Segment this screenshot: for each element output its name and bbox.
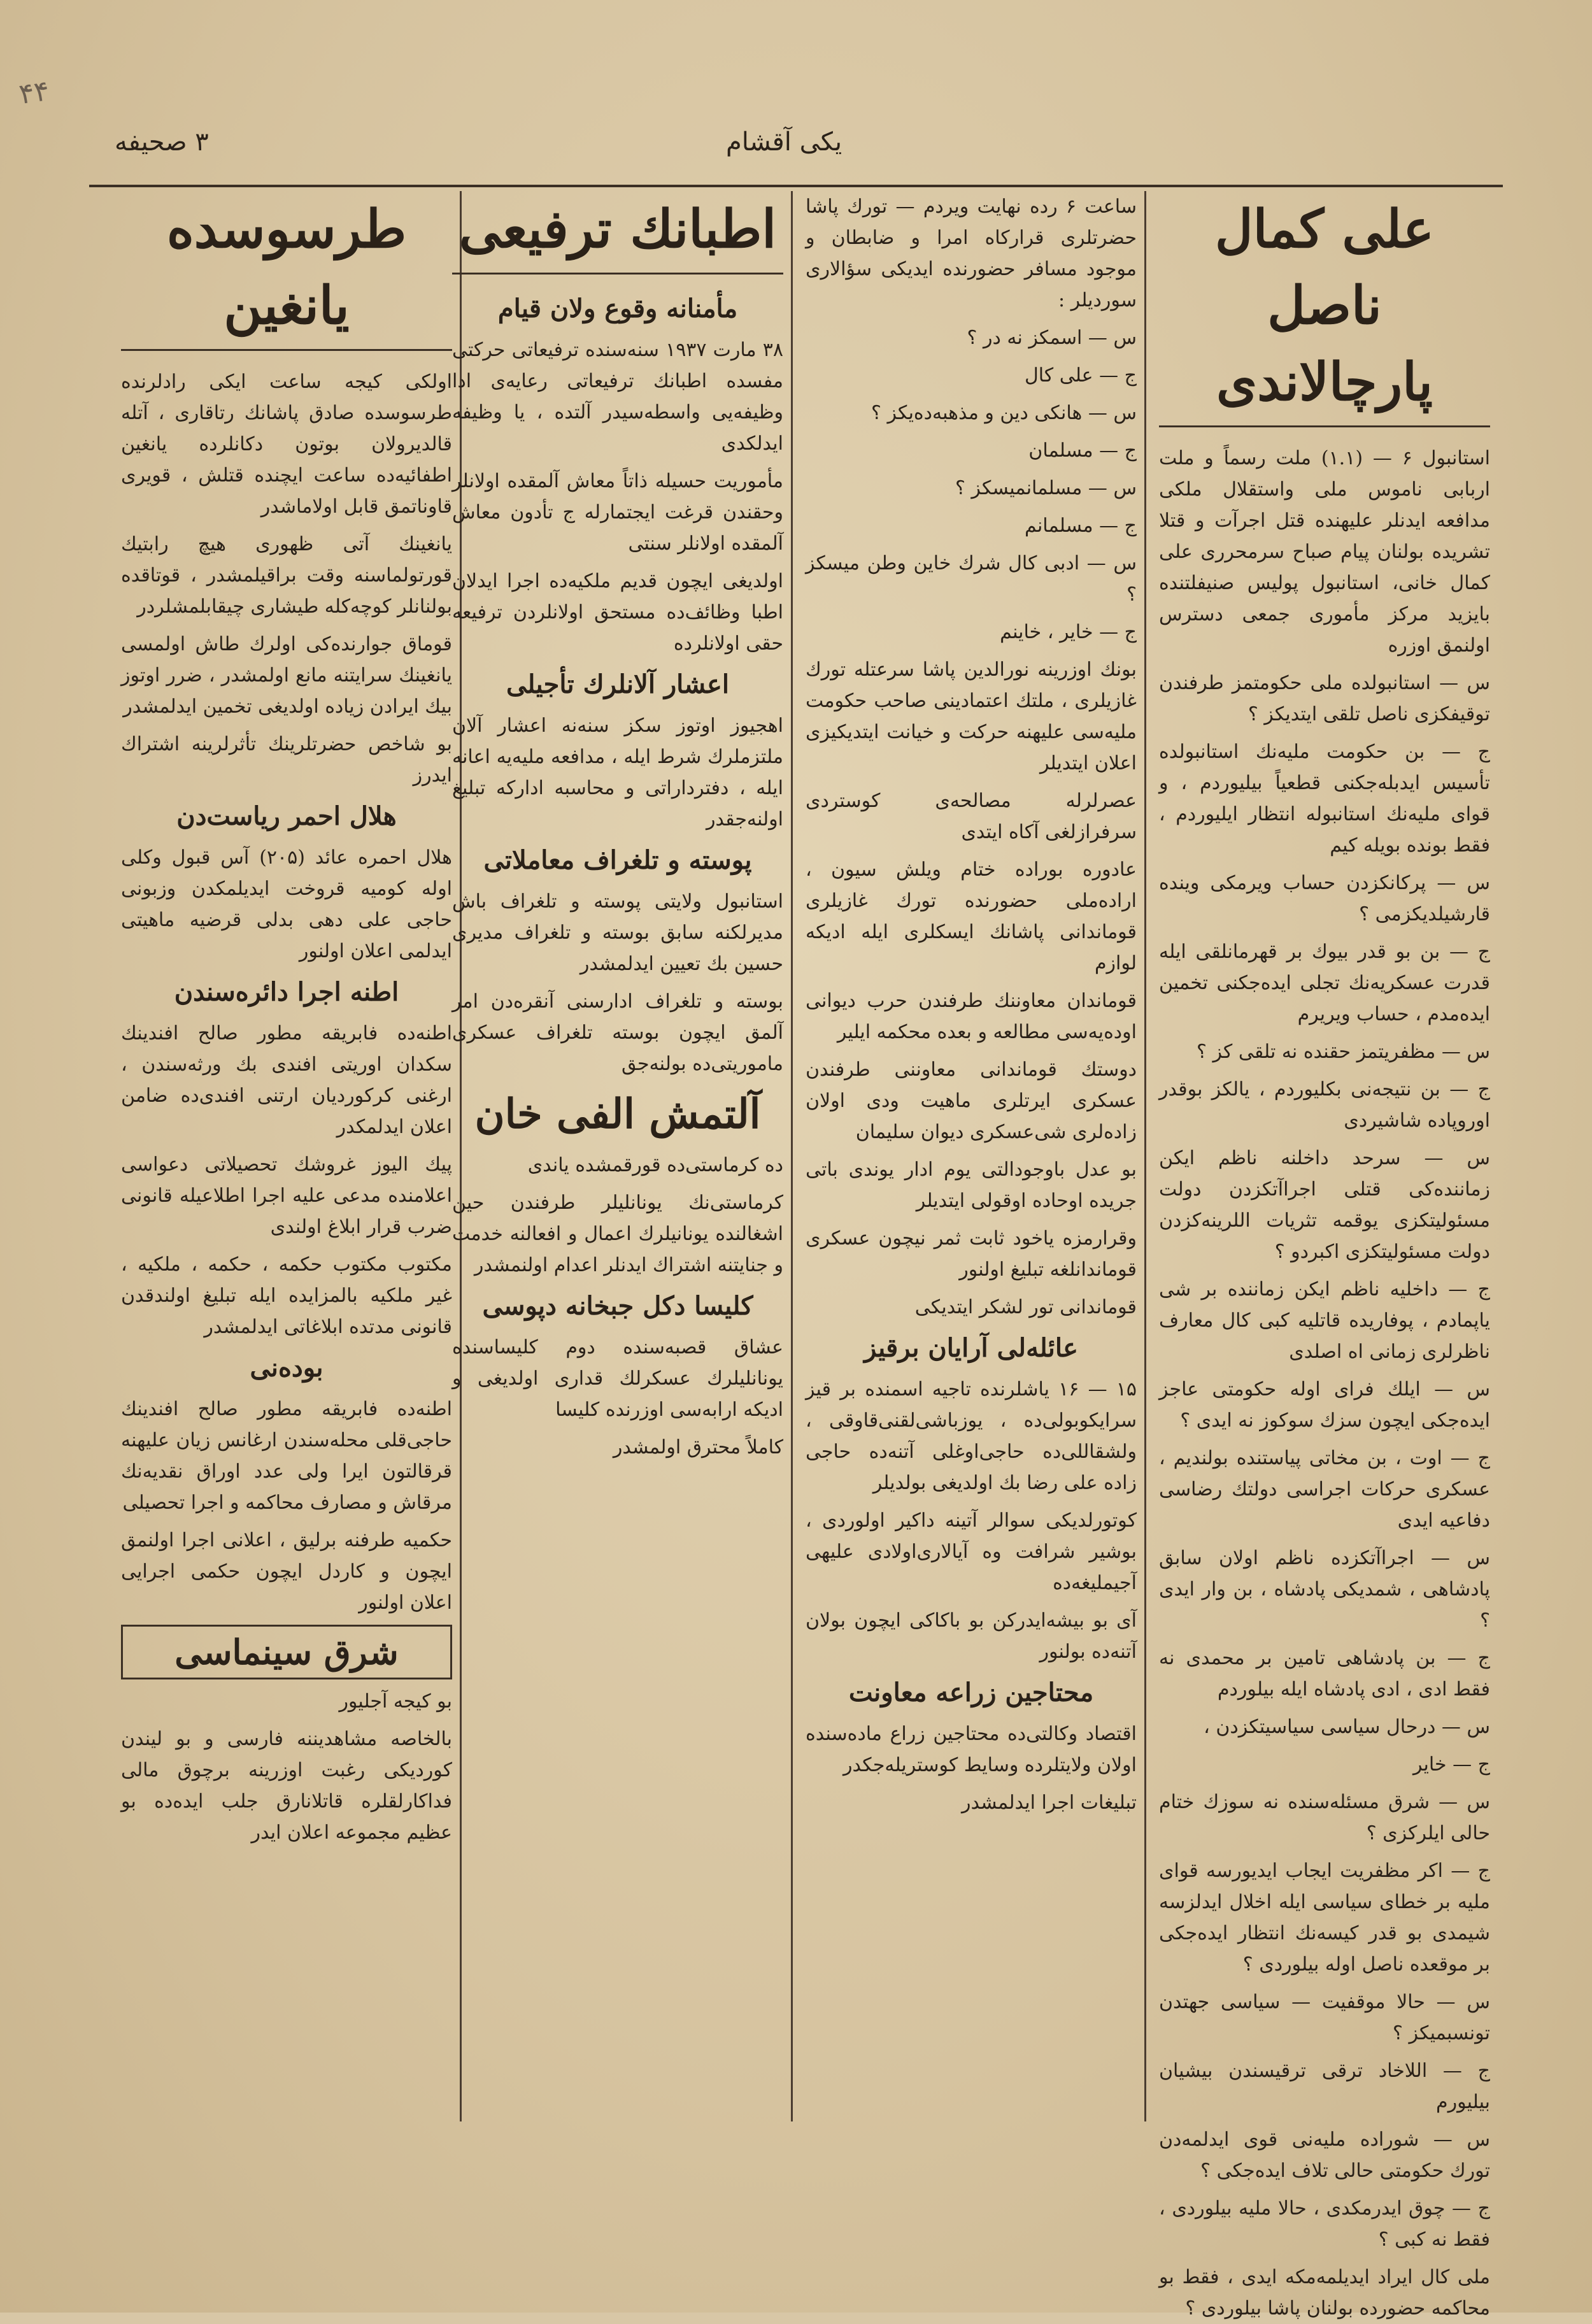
paragraph: ج — اوت ، بن مخاتی پیاستنده بولندیم ، عسکری حرکات اجراسی دولتك رضاسی دفاعیه ایدی	[1159, 1447, 1490, 1532]
section-headline: شرق سینماسی	[121, 1625, 452, 1679]
paragraph: کوتورلدیکی سوالر آتینه داکیر اولوردی ، بوشیر شرافت وه آیالاری‌اولادی علیهی آجیملیغه‌ده	[806, 1509, 1137, 1594]
paragraph: بو کیجه آجلیور	[339, 1690, 452, 1713]
paragraph: استانبول ولایتی پوسته و تلغراف باش مدیرلکنه سابق بوسته و تلغراف مدیری حسین بك تعیین ایدلمشدر	[452, 890, 783, 975]
section-subheading: عائله‌لی آرایان برقیز	[864, 1333, 1078, 1363]
paragraph: ج — اکر مظفریت ایجاب ایدیورسه قوای ملیه بر خطای سیاسی ایله اخلال ایدلزسه شیمدی بو قدر کیسه‌نك انتظار ایده‌جکی بر موقعده ناصل اوله بیلوردی ؟	[1159, 1860, 1490, 1976]
paragraph: س — اجراآتکزده ناظم اولان سابق پادشاهی ، شمدیکی پادشاه ، بن وار ایدی ؟	[1159, 1547, 1490, 1632]
paragraph: کاملاً محترق اولمشدر	[613, 1436, 783, 1458]
section-headline: آلتمش الفی خان	[474, 1090, 761, 1138]
article-body	[452, 290, 783, 1463]
paragraph: ۳۸ مارت ۱۹۳۷ سنه‌سنده ترفیعاتی حرکتی مفسده اطبانك ترفیعاتی رعایه‌ی ادا وظیفه‌یی واسطه‌سیدر آلتده ، یا وظیفه ایدلکدی	[452, 339, 783, 455]
paragraph: س — مسلمانمیسکز ؟	[955, 477, 1137, 499]
paragraph: ج — اللاخاد ترقی ترقیسندن بیشیان بیلیورم	[1159, 2060, 1490, 2113]
columns	[115, 191, 1503, 2320]
paragraph: بالخاصه مشاهدیننه فارسی و بو لیندن کوردیکی رغبت اوزرینه برچوق مالی فداکارلقلره قاتلانارق جلب ایده‌ده بو عظیم مجموعه اعلان ایدر	[121, 1728, 452, 1844]
paragraph: س — درحال سیاسی سیاسیتکزدن ،	[1204, 1716, 1490, 1738]
column-4	[121, 191, 452, 2121]
paragraph: تبلیغات اجرا ایدلمشدر	[962, 1792, 1137, 1814]
column-2	[806, 191, 1137, 2121]
page-number: ۳ صحیفه	[115, 127, 209, 157]
article-title: علی کمال ناصل پارچالاندی	[1159, 191, 1490, 427]
paragraph: اولکی کیجه ساعت ایکی رادلرنده طرسوسده صادق پاشانك رتاقاری ، آتله قالدیرولان بوتون دکانلرده یانغین اطفائیه‌ده ساعت ایچنده قتلش ، قویری قاوناتمق قابل اولاماشدر	[121, 371, 452, 518]
paragraph: ج — داخلیه ناظم ایکن زماننده بر شی یاپمادم ، پوفاریده قاتلیه کبی کال معارف ناظرلری زمانی اه اصلدی	[1159, 1278, 1490, 1363]
paragraph: بونك اوزرینه نورالدین پاشا سرعتله تورك غازیلری ، ملتك اعتمادینی صاحب حکومت ملیه‌سی علیهنه حرکت و خیانت ایتدیکیزی اعلان ایتدیلر	[806, 659, 1137, 774]
paragraph: س — سرحد داخلنه ناظم ایکن زماننده‌کی قتلی اجراآتکزدن دولت مسئولیتکزی یوقمه تثریات اللرینه‌کزدن دولت مسئولیتکزی اکبردو ؟	[1159, 1147, 1490, 1263]
paragraph: ده کرماستی‌ده قورقمشده یاندی	[527, 1154, 783, 1176]
paragraph: مکتوب مکتوب حکمه ، حکمه ، ملکیه ، غیر ملکیه بالمزایده ایله تبلیغ اولندقدن قانونی مدتده ابلاغاتی ایدلمشدر	[121, 1253, 452, 1338]
paragraph: قوماق جوارنده‌کی اولرك طاش اولمسی یانغینك سرایتنه مانع اولمشدر ، ضرر اوتوز بیك ایرادن زیاده اولدیغی تخمین ایدلمشدر	[121, 633, 452, 718]
paragraph: س — حالا موقفیت — سیاسی جهتدن تونسبمیکز ؟	[1159, 1991, 1490, 2044]
paragraph: ج — علی کال	[1024, 364, 1137, 387]
column-divider	[791, 191, 793, 2121]
paragraph: کرماستی‌نك یونانلیلر طرفندن حین اشغالنده یونانیلرك اعمال و افعالنه خدمت و جنایتنه اشتراك ایدنلر اعدام اولنمشدر	[452, 1192, 783, 1276]
paragraph: ساعت ۶ رده نهایت ویردم — تورك پاشا حضرتلری قرارکاه امرا و ضابطان و موجود مسافر حضورنده ایدیکی سؤالاری سوردیلر :	[806, 196, 1137, 311]
paragraph: قوماندان معاوننك طرفندن حرب دیوانی اوده‌یه‌سی مطالعه و بعده محکمه ایلیر	[806, 990, 1137, 1043]
paragraph: آی بو بیشه‌ایدرکن بو باکاکی ایچون بولان آتنه‌ده بولنور	[806, 1609, 1137, 1663]
article-body	[806, 191, 1137, 1818]
paragraph: پیك الیوز غروشك تحصیلاتی دعواسی اعلامنده مدعی علیه اجرا اطلاعیله قانونی ضرب قرار ابلاغ اولندی	[121, 1153, 452, 1238]
paragraph: ملی کال ایراد ایدیلمه‌مکه ایدی ، فقط بو محاکمه حضورده بولنان پاشا بیلوردی ؟	[1159, 2266, 1490, 2320]
paragraph: س — ایلك فرای اوله حکومتی عاجز ایده‌جکی ایچون سزك سوکوز نه ایدی ؟	[1159, 1378, 1490, 1432]
section-subheading: بوده‌نی	[250, 1353, 323, 1383]
paragraph: س — پرکانکزدن حساب ویرمکی وینده قارشیلدیکزمی ؟	[1159, 872, 1490, 925]
margin-pencil-mark: ۴۴	[17, 74, 52, 111]
paragraph: بو شاخص حضرتلرینك تأثرلرینه اشتراك ایدرز	[121, 733, 452, 787]
paragraph: ۱۵ — ۱۶ یاشلرنده تاجیه اسمنده بر قیز سرایکوبولی‌ده ، یوزباشی‌لقنی‌قاوقی ، ولشقاللی‌ده حاجی‌اوغلی آتنه‌ده حاجی زاده علی رضا بك اولدیغی بولدیلر	[806, 1378, 1137, 1494]
paragraph: عصرلرله مصالحه‌ی کوستردی سرفرازلغی آکاه ایتدی	[806, 790, 1137, 843]
paragraph: حکمیه طرفنه برلیق ، اعلانی اجرا اولنمق ایچون و کاردل ایچون حکمی اجرایی اعلان اولنور	[121, 1529, 452, 1614]
column-divider	[1144, 191, 1146, 2121]
paragraph: ج — خایر	[1412, 1753, 1490, 1776]
paragraph: قوماندانی تور لشکر ایتدیکی	[914, 1296, 1137, 1318]
paragraph: ج — بن حکومت ملیه‌نك استانبولده تأسیس ایدبله‌جکنی قطعیاً بیلیوردم ، و قوای ملیه‌نك استانبوله انتظار ایلیوردم ، فقط بونده بویله کیم	[1159, 741, 1490, 857]
paragraph: اطنه‌ده فابریقه مطور صالح افندینك سکدان اوریتی افندی بك ورثه‌سندن ، ارغنی کرکوردیان ارتنی افندی‌ده ضامن اعلان ایدلمکدر	[121, 1022, 452, 1138]
paragraph: بو عدل باوجودالتی یوم ادار یوندی باتی جریده اوحاده اوقولی ایتدیلر	[806, 1158, 1137, 1212]
column-3	[452, 191, 783, 2121]
paragraph: اهجیوز اوتوز سکز سنه‌نه اعشار آلان ملتزملرك شرط ایله ، مدافعه ملیه‌یه اعانه ایله ، دفترداراتی و محاسبه ادارکه تبلیغ اولنه‌جقدر	[452, 715, 783, 831]
paragraph: س — شوراده ملیه‌نی قوی ایدلمه‌دن تورك حکومتی حالی تلاف ایده‌جکی ؟	[1159, 2128, 1490, 2182]
paragraph: هلال احمره عائد (۲۰۵) آس قبول وکلی اوله کومیه قروخت ایدیلمکدن وزبونی حاجی علی دهی بدلی قرضیه ماهیتی ایدلمی اعلان اولنور	[121, 846, 452, 962]
article-body	[1159, 443, 1490, 2324]
paragraph: ج — چوق ایدرمکدی ، حالا ملیه بیلوردی ، فقط نه کبی ؟	[1159, 2197, 1490, 2251]
section-subheading: کلیسا دکل جبخانه دپوسی	[482, 1291, 753, 1321]
paragraph: ج — بن بو قدر بیوك بر قهرمانلقی ایله قدرت عسکریه‌نك تجلی ایده‌جکنی تخمین ایده‌مدم ، حساب ویریرم	[1159, 941, 1490, 1025]
paragraph: بوسته و تلغراف ادارسنی آنقره‌دن امر آلمق ایچون بوسته تلغراف عسکری ماموریتی‌ده بولنه‌جق	[452, 990, 783, 1075]
section-subheading: محتاجین زراعه معاونت	[848, 1678, 1094, 1707]
paragraph: استانبول ۶ — (۱.۱) ملت رسماً و ملت اربابی ناموس ملی واستقلال ملکی مدافعه ایدنلر علیهنده قتل اجرآت و قتلا تشریده بولنان پیام صباح سرمحرری علی کمال خانی، استانبول پولیس صنیفلتنده بایزید مرکز مأموری جمعی دسترس اولنمق اوزره	[1159, 447, 1491, 657]
paragraph: دوستك قوماندانی معاوننی طرفندن عسکری ایرتلری ماهیت ودی اولان زاده‌لری شی‌عسکری دیوان سلیمان	[806, 1059, 1137, 1143]
section-subheading: اعشار آلانلرك تأجیلی	[506, 669, 730, 699]
paragraph: س — مظفریتمز حقنده نه تلقی کز ؟	[1197, 1041, 1490, 1063]
paragraph: یانغینك آتی ظهوری هیچ رابتیك قورتولماسنه وقت براقیلمشدر ، قوتاقده بولنانلر کوچه‌کله طیشاری چیقابلمشلردر	[121, 533, 452, 618]
paragraph: اطنه‌ده فابریقه مطور صالح افندینك حاجی‌قلی محله‌سندن ارغانس زیان علیهنه قرقالتون ایرا ولی عدد اوراق نقدیه‌نك مرقاش و مصارف محاکمه و اجرا تحصیلی	[121, 1398, 452, 1514]
paragraph: ج — بن نتیجه‌نی بکلیوردم ، یالکز بوقدر اوروپاده شاشیردی	[1159, 1078, 1490, 1132]
paragraph: س — استانبولده ملی حکومتمز طرفندن توقیفکزی ناصل تلقی ایتدیکز ؟	[1159, 672, 1490, 725]
paragraph: وقرارمزه یاخود ثابت ثمر نیچون عسکری قوماندانلغه تبلیغ اولنور	[806, 1227, 1137, 1281]
article-title: اطبانك ترفیعی	[452, 191, 783, 274]
paragraph: عشاق قصبه‌سنده دوم کلیساسنده یونانلیلرك عسکرلك قداری اولدیغی و ادیکه ارابه‌سی اوزرنده کلیسا	[452, 1336, 783, 1421]
paragraph: مأموریت حسیله ذاتاً معاش آلمقده اولانلر وحقندن قرغت ایجتمارله ج تأدون معاش آلمقده اولانلر سنتی	[452, 470, 783, 555]
paragraph: اولدیغی ایچون قدیم ملکیه‌ده اجرا ایدلان اطبا وظائف‌ده مستحق اولانلردن ترفیعه حقی اولانلرده	[452, 570, 783, 655]
paragraph: س — ادبی کال شرك خاین وطن میسکز ؟	[806, 552, 1137, 606]
column-1	[1159, 191, 1491, 2320]
paragraph: عادوره بوراده ختام ویلش سیون ، اراده‌ملی حضورنده تورك غازیلری قوماندانی پاشانك ایسکلری ایله ادیکه لوازم	[806, 859, 1137, 974]
paragraph: ج — خایر ، خاینم	[1000, 621, 1137, 643]
article-title: طرسوسده یانغین	[121, 191, 452, 351]
section-subheading: هلال احمر ریاست‌دن	[176, 801, 397, 831]
paragraph: ج — بن پادشاهی تامین بر محمدی نه فقط ادی ، ادی پادشاه ایله بیلوردم	[1159, 1647, 1490, 1700]
paragraph: ج — مسلمانم	[1024, 515, 1137, 537]
paragraph: س — اسمکز نه در ؟	[967, 327, 1137, 349]
paragraph: س — شرق مسئله‌سنده نه سوزك ختام حالی ایلرکزی ؟	[1159, 1791, 1490, 1844]
paper-name: یکی آقشام	[726, 127, 842, 157]
paragraph: س — هانکی دین و مذهبه‌ده‌یکز ؟	[871, 402, 1137, 424]
paragraph: ج — مسلمان	[1028, 439, 1137, 462]
article-body	[121, 366, 452, 1848]
paragraph: اقتصاد وکالتی‌ده محتاجین زراع ماده‌سنده اولان ولایتلرده وسایط کوستریله‌جکدر	[806, 1723, 1137, 1776]
section-subheading: پوسته و تلغراف معاملاتی	[483, 845, 752, 875]
masthead	[89, 108, 1503, 187]
section-subheading: مأمنانه وقوع ولان قیام	[497, 294, 738, 324]
section-subheading: اطنه اجرا دائره‌سندن	[174, 977, 399, 1007]
